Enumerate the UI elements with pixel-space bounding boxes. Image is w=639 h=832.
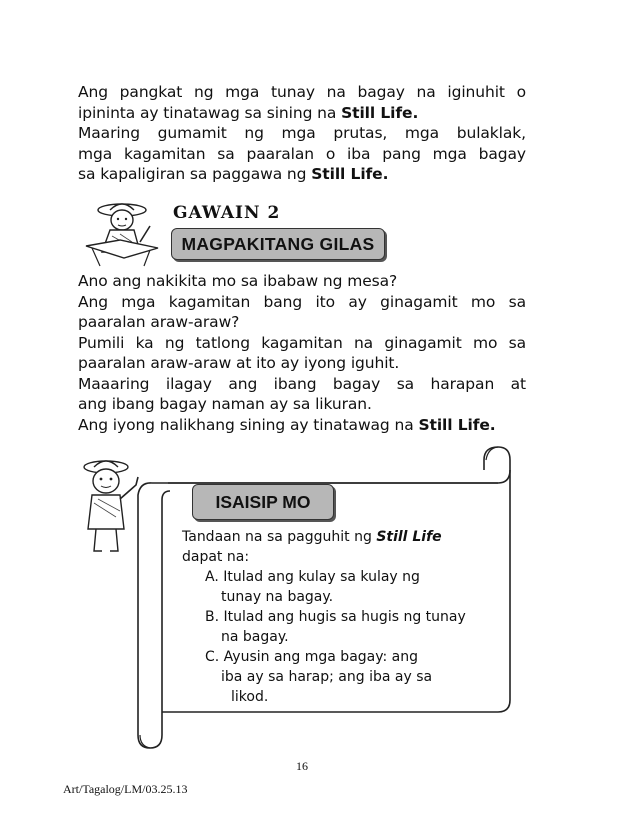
isaisip-item-c-cont: iba ay sa harap; ang iba ay sa xyxy=(221,669,433,685)
isaisip-mo-banner xyxy=(192,484,334,520)
isaisip-item-b-cont: na bagay. xyxy=(221,629,289,645)
intro-line-1: Ang pangkat ng mga tunay na bagay na iginuhit o xyxy=(78,83,526,101)
instructions-line-6: Maaaring ilagay ang ibang bagay sa harapan at xyxy=(78,374,526,393)
isaisip-item-c-cont-2: likod. xyxy=(231,689,269,705)
boy-pointing-illustration xyxy=(76,455,146,555)
isaisip-intro-line-2: dapat na: xyxy=(182,549,250,565)
still-life-term: Still Life. xyxy=(311,165,389,183)
isaisip-item-c: C. Ayusin ang mga bagay: ang xyxy=(205,649,419,665)
isaisip-intro-line-1: Tandaan na sa pagguhit ng Still Life xyxy=(182,529,442,545)
instructions-line-4: Pumili ka ng tatlong kagamitan na ginagamit mo sa xyxy=(78,333,526,352)
instructions-line-7: ang ibang bagay naman ay sa likuran. xyxy=(78,395,372,413)
intro-line-3: Maaring gumamit ng mga prutas, mga bulaklak, xyxy=(78,124,526,142)
instructions-line-1: Ano ang nakikita mo sa ibabaw ng mesa? xyxy=(78,272,398,290)
instructions-line-2: Ang mga kagamitan bang ito ay ginagamit mo sa xyxy=(78,292,526,311)
isaisip-mo-label: ISAISIP MO xyxy=(215,492,311,512)
intro-line-2: ipininta ay tinatawag sa sining na Still Life. xyxy=(78,103,419,122)
still-life-term-italic: Still Life xyxy=(376,529,442,545)
instructions-line-8: Ang iyong nalikhang sining ay tinatawag na Still Life. xyxy=(78,415,496,434)
instructions-line-3: paaralan araw-araw? xyxy=(78,313,240,331)
magpakitang-gilas-label: MAGPAKITANG GILAS xyxy=(181,234,375,254)
isaisip-item-a-cont: tunay na bagay. xyxy=(221,589,334,605)
footer-code: Art/Tagalog/LM/03.25.13 xyxy=(63,782,188,796)
intro-line-5: sa kapaligiran sa paggawa ng Still Life. xyxy=(78,165,389,183)
still-life-term: Still Life. xyxy=(418,415,496,434)
gawain-heading: GAWAIN 2 xyxy=(173,203,281,223)
instructions-line-5: paaralan araw-araw at ito ay iyong iguhit. xyxy=(78,354,400,372)
isaisip-item-a: A. Itulad ang kulay sa kulay ng xyxy=(205,569,420,585)
still-life-term: Still Life. xyxy=(341,103,419,122)
intro-line-4: mga kagamitan sa paaralan o iba pang mga bagay xyxy=(78,144,526,163)
page-number: 16 xyxy=(296,759,308,773)
isaisip-item-b: B. Itulad ang hugis sa hugis ng tunay xyxy=(205,609,466,625)
